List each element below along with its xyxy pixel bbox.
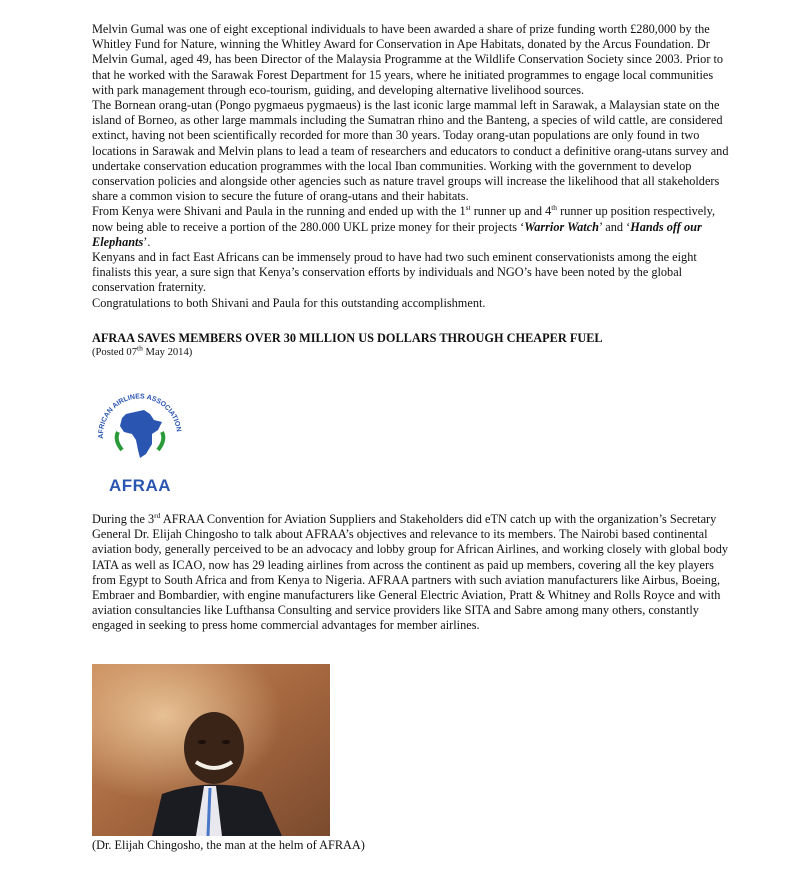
paragraph-1: Melvin Gumal was one of eight exceptional individuals to have been awarded a share of prize funding worth £280,000 by the Whitley Fund for Nature, winning the Whitley Award for Conservation in Ape Habitats, donated by the Arcus Foundation. Dr Melvin Gumal, aged 49, has been Director of the Malaysia Programme at the Wildlife Conservation Society since 2003. Prior to that he worked with the Sarawak Forest Department for 15 years, where he initiated programmes to engage local communities with park management through eco-tourism, guiding, and developing alternative livelihood sources. — [92, 22, 724, 97]
article-2-body: During the 3rd AFRAA Convention for Aviation Suppliers and Stakeholders did eTN catch up with the organization’s Secretary General Dr. Elijah Chingosho to talk about AFRAA’s objectives and relevance to its members. The Nairobi based continental aviation body, generally perceived to be an advocacy and lobby group for African Airlines, and working closely with global body IATA as well as ICAO, now has 29 leading airlines from across the continent as paid up members, covering all the key players from Egypt to South Africa and from Kenya to Nigeria. AFRAA partners with such aviation manufacturers like Airbus, Boeing, Embraer and Bombardier, with engine manufacturers like General Electric Aviation, Pratt & Whitney and Rolls Royce and with aviation consultancies like Lufthansa Consulting and service providers like SITA and Sabre among many others, constantly engaged in seeking to press home commercial advantages for member airlines. — [92, 510, 729, 633]
posted-date: (Posted 07th May 2014) — [92, 343, 193, 358]
paragraph-3: From Kenya were Shivani and Paula in the running and ended up with the 1st runner up and 4th runner up position respectively, now being able to receive a portion of the 280.000 UKL prize money for their projects ‘Warrior Watch’ and ‘Hands off our Elephants’. — [92, 203, 716, 249]
portrait-image — [92, 664, 330, 836]
africa-map-icon — [92, 384, 188, 476]
project-warrior-watch: Warrior Watch — [524, 219, 600, 234]
project-hands-off-elephants: Hands off our Elephants — [92, 219, 702, 249]
paragraph-2: The Bornean orang-utan (Pongo pygmaeus pygmaeus) is the last iconic large mammal left in Sarawak, a Malaysian state on the island of Borneo, as other large mammals including the Sumatran rhino and the Banteng, a species of wild cattle, are considered extinct, having not been scientifically recorded for more than 30 years. Today orang-utan populations are only found in two locations in Sarawak and Melvin plans to lead a team of researchers and educators to conduct a definitive orang-utans survey and undertake conservation education programmes with the local Iban communities. Working with the government to develop conservation policies and alongside other agencies such as nature travel groups will increase the likelihood that all stakeholders share a common vision to secure the future of orang-utans and their habitats. — [92, 98, 729, 204]
paragraph-4: Kenyans and in fact East Africans can be immensely proud to have had two such eminent conservationists among the eight finalists this year, a sure sign that Kenya’s conservation efforts by individuals and NGO’s have been noted by the global conservation fraternity. — [92, 250, 697, 295]
photo-caption: (Dr. Elijah Chingosho, the man at the helm of AFRAA) — [92, 838, 365, 852]
afraa-logo-text: AFRAA — [109, 476, 171, 495]
article-2-headline: AFRAA SAVES MEMBERS OVER 30 MILLION US DOLLARS THROUGH CHEAPER FUEL — [92, 330, 603, 345]
article-1 — [92, 22, 732, 359]
svg-text:AFRICAN AIRLINES ASSOCIATION: AFRICAN AIRLINES ASSOCIATION — [97, 393, 182, 439]
paragraph-5: Congratulations to both Shivani and Paula for this outstanding accomplishment. — [92, 295, 486, 310]
afraa-logo — [92, 384, 188, 494]
portrait-photo — [92, 664, 330, 836]
